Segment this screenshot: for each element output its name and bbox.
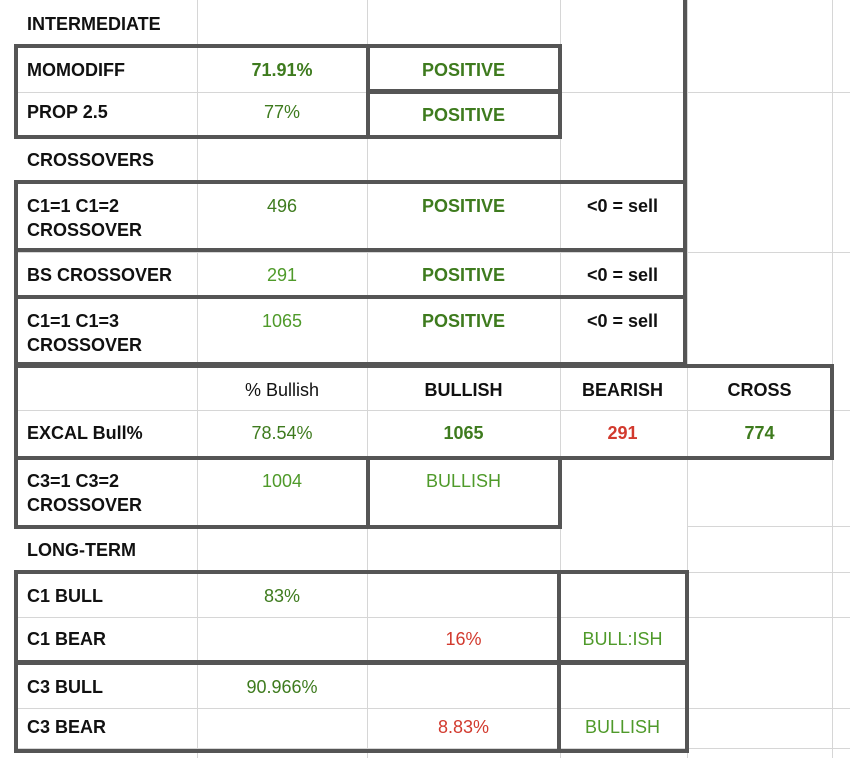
- c1c3-value: 1065: [261, 311, 303, 331]
- c1c2-label-line2: CROSSOVER: [27, 220, 143, 240]
- c1c3-label-line2: CROSSOVER: [27, 335, 143, 355]
- excal-pct: 78.54%: [251, 423, 313, 443]
- header-bullish: BULLISH: [424, 380, 503, 400]
- excal-bullish: 1065: [443, 423, 484, 443]
- grid-line: [14, 708, 850, 709]
- grid-line: [14, 617, 850, 618]
- c3bear-label: C3 BEAR: [27, 717, 107, 737]
- c3-block-border: [14, 660, 689, 753]
- excal-label: EXCAL Bull%: [27, 423, 143, 443]
- excal-bearish: 291: [607, 423, 638, 443]
- grid-line: [687, 572, 850, 573]
- c1c2-value: 496: [266, 196, 298, 216]
- c1c2-label-line1: C1=1 C1=2: [27, 196, 120, 216]
- c3bull-label: C3 BULL: [27, 677, 103, 697]
- c3c2-status: BULLISH: [425, 471, 502, 491]
- c1c3-label-line1: C1=1 C1=3: [27, 311, 120, 331]
- bs-rule: <0 = sell: [586, 265, 659, 285]
- c3c2-label-line2: CROSSOVER: [27, 495, 143, 515]
- section-header-crossovers: CROSSOVERS: [27, 150, 155, 170]
- grid-line: [14, 92, 850, 93]
- c3bear-value: 8.83%: [437, 717, 490, 737]
- grid-line: [14, 252, 850, 253]
- cell-border: [557, 660, 689, 753]
- header-bearish: BEARISH: [581, 380, 663, 400]
- section-header-long-term: LONG-TERM: [27, 540, 136, 560]
- c1bear-status: BULL:ISH: [582, 629, 663, 649]
- c1bear-value: 16%: [445, 629, 482, 649]
- bs-value: 291: [266, 265, 298, 285]
- c1bear-label: C1 BEAR: [27, 629, 107, 649]
- c3bull-value: 90.966%: [246, 677, 318, 697]
- momodiff-status: POSITIVE: [421, 60, 506, 80]
- c1c2-rule: <0 = sell: [586, 196, 659, 216]
- grid-line: [687, 526, 850, 527]
- c3c2-label-line1: C3=1 C3=2: [27, 471, 120, 491]
- c1c3-rule: <0 = sell: [586, 311, 659, 331]
- c1bull-label: C1 BULL: [27, 586, 103, 606]
- momodiff-value: 71.91%: [251, 60, 313, 80]
- header-pct-bullish: % Bullish: [244, 380, 320, 400]
- momodiff-label: MOMODIFF: [27, 60, 125, 80]
- c3bear-status: BULLISH: [584, 717, 661, 737]
- excal-cross: 774: [744, 423, 775, 443]
- c3c2-value: 1004: [261, 471, 303, 491]
- grid-line: [832, 0, 833, 758]
- c1c2-status: POSITIVE: [421, 196, 506, 216]
- prop-value: 77%: [263, 102, 301, 122]
- prop-status: POSITIVE: [421, 105, 506, 125]
- header-cross: CROSS: [727, 380, 792, 400]
- section-header-intermediate: INTERMEDIATE: [27, 14, 161, 34]
- prop-label: PROP 2.5: [27, 102, 108, 122]
- c1bull-value: 83%: [263, 586, 301, 606]
- grid-line: [14, 410, 850, 411]
- c1c3-status: POSITIVE: [421, 311, 506, 331]
- bs-label: BS CROSSOVER: [27, 265, 173, 285]
- bs-status: POSITIVE: [421, 265, 506, 285]
- grid-line: [14, 748, 850, 749]
